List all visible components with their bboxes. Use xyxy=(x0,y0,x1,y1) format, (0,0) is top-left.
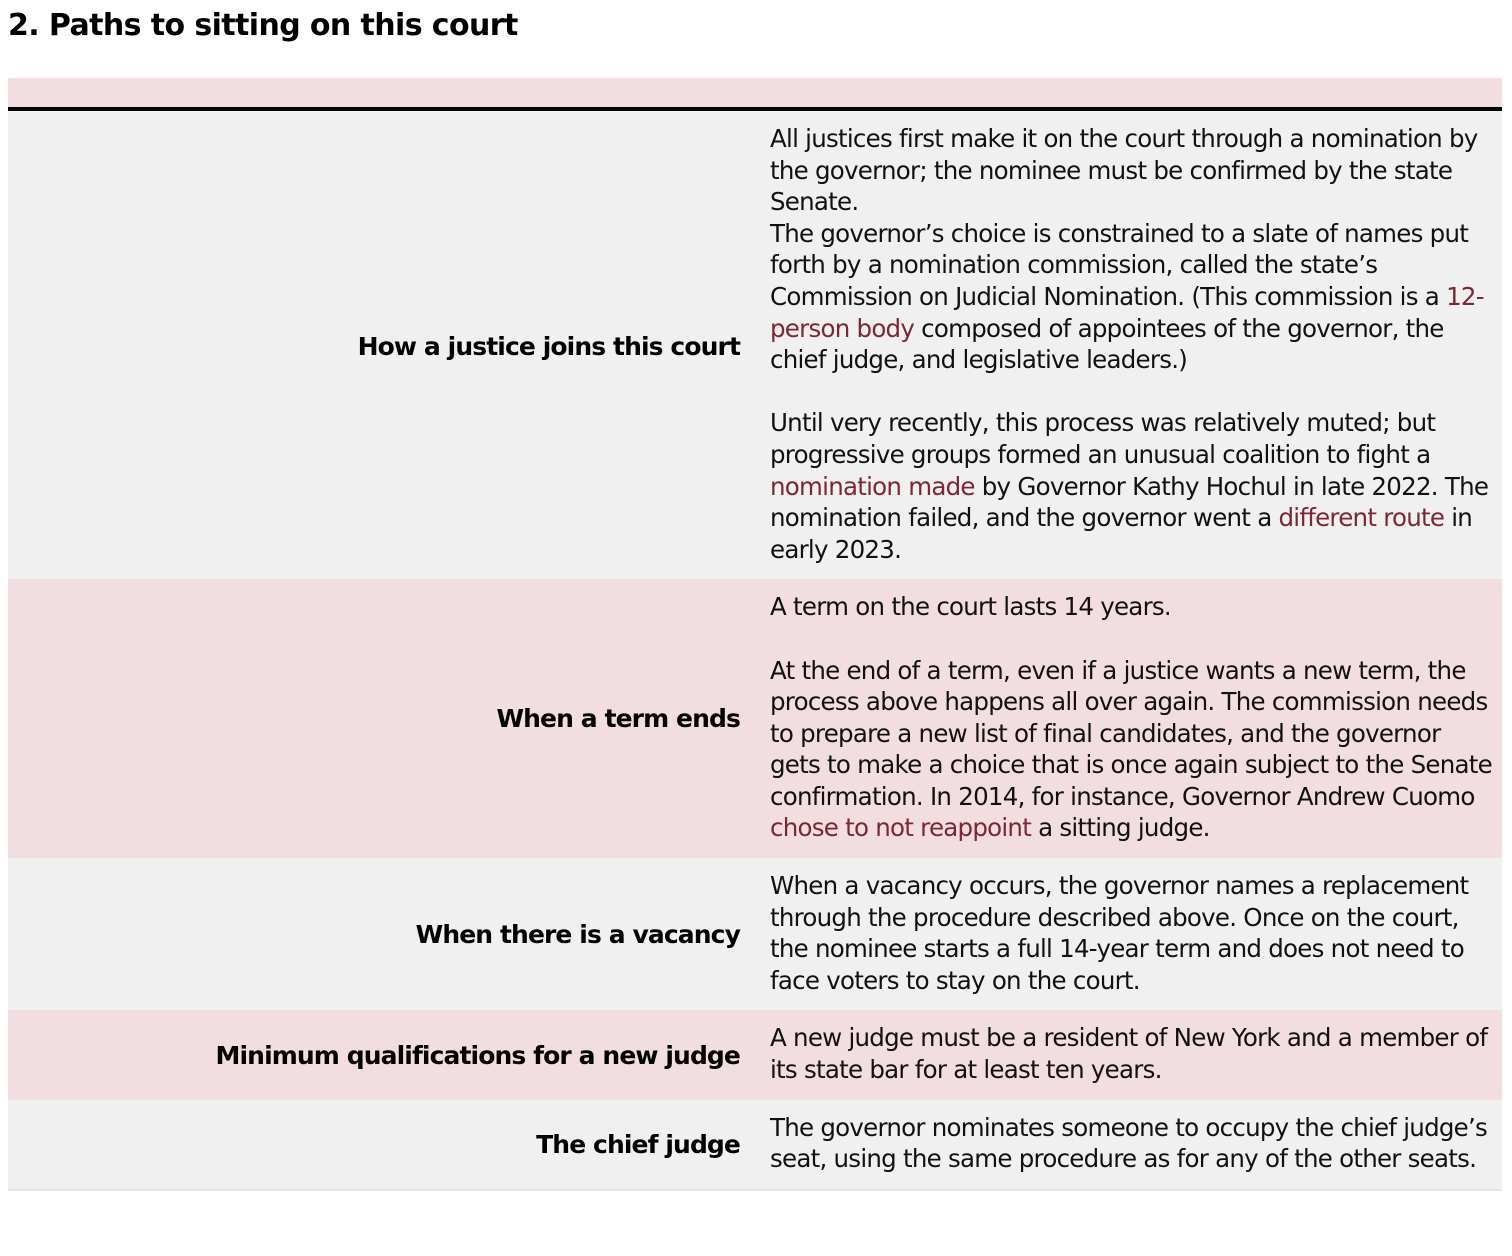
text-span: by Governor Kathy Hochul in late 2022. The nomination failed, and the governor went a xyxy=(770,471,1489,533)
row-text xyxy=(756,579,1502,858)
paths-table xyxy=(8,78,1502,1191)
paragraph xyxy=(770,655,1492,845)
table-row-joins xyxy=(8,109,1502,579)
section-title: 2. Paths to sitting on this court xyxy=(8,8,518,43)
row-text xyxy=(756,1010,1502,1099)
table-row-term-ends xyxy=(8,579,1502,858)
row-label: When a term ends xyxy=(8,579,756,858)
row-text xyxy=(756,858,1502,1010)
paragraph: A term on the court lasts 14 years. xyxy=(770,592,1171,622)
row-label: When there is a vacancy xyxy=(8,858,756,1010)
text-span: in early 2023. xyxy=(770,503,1473,564)
link-nomination-made[interactable]: nomination made xyxy=(770,471,975,501)
text-span: Until very recently, this process was relatively muted; but progressive groups formed an unusual coalition to fight a xyxy=(770,408,1436,469)
paragraph-gap xyxy=(770,623,1492,655)
table-row-chief-judge xyxy=(8,1100,1502,1190)
link-12-person-body[interactable]: 12-person body xyxy=(770,281,1484,343)
row-label: How a justice joins this court xyxy=(8,109,756,579)
paragraph-gap xyxy=(770,376,1492,408)
text-span: The governor’s choice is constrained to a slate of names put forth by a nomination commission, called the state’s Commission on Judicial Nomination. (This commission is a xyxy=(770,218,1469,311)
text-span: At the end of a term, even if a justice wants a new term, the process above happens all over again. The commission needs to prepare a new list of final candidates, and the governor gets to make a choice that is once again subject to the Senate confirmation. In 2014, for instance, Governor Andrew Cuomo xyxy=(770,655,1492,811)
link-chose-to-not-reappoint[interactable]: chose to not reappoint xyxy=(770,813,1032,843)
paragraph xyxy=(770,218,1492,376)
table-row-qualifications xyxy=(8,1010,1502,1099)
paragraph: All justices first make it on the court through a nomination by the governor; the nominee must be confirmed by the state Senate. xyxy=(770,124,1478,217)
row-label: The chief judge xyxy=(8,1100,756,1190)
table-header-cell xyxy=(756,78,1502,109)
paragraph: The governor nominates someone to occupy the chief judge’s seat, using the same procedure as for any of the other seats. xyxy=(770,1112,1488,1174)
text-span: composed of appointees of the governor, the chief judge, and legislative leaders.) xyxy=(770,313,1444,375)
table-row-vacancy xyxy=(8,858,1502,1010)
paragraph: When a vacancy occurs, the governor names a replacement through the procedure described above. Once on the court, the nominee starts a full 14-year term and does not need to face voters to stay on the court. xyxy=(770,871,1469,995)
paragraph: A new judge must be a resident of New York and a member of its state bar for at least ten years. xyxy=(770,1023,1488,1085)
table-header-row xyxy=(8,78,1502,109)
row-text xyxy=(756,1100,1502,1190)
link-different-route[interactable]: different route xyxy=(1278,503,1445,533)
row-text xyxy=(756,109,1502,579)
row-label: Minimum qualifications for a new judge xyxy=(8,1010,756,1099)
text-span: a sitting judge. xyxy=(1031,813,1210,843)
table-header-cell xyxy=(8,78,756,109)
paragraph xyxy=(770,407,1492,565)
